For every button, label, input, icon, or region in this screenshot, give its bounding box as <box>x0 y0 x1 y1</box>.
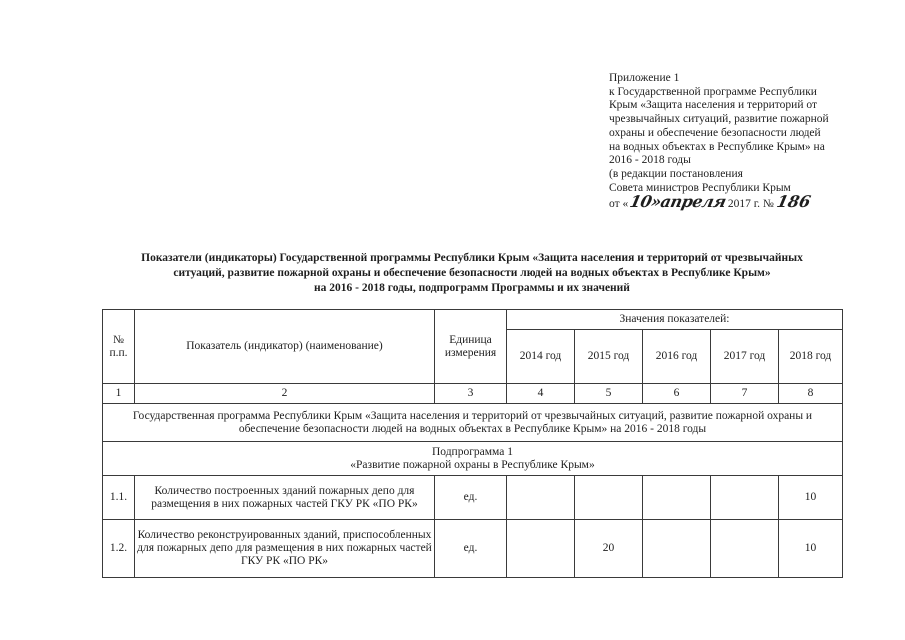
row-value <box>507 520 575 578</box>
row-unit: ед. <box>435 520 507 578</box>
header-year: 2016 год <box>643 330 711 384</box>
subprogram-title-row <box>103 442 843 476</box>
indicators-table <box>102 309 843 578</box>
col-number: 2 <box>135 384 435 404</box>
row-value: 10 <box>779 520 843 578</box>
row-value <box>507 476 575 520</box>
header-year: 2017 год <box>711 330 779 384</box>
row-indicator: Количество реконструированных зданий, приспособленных для пожарных депо для размещения в них пожарных частей ГКУ РК «ПО РК» <box>135 520 435 578</box>
date-prefix: от « <box>609 198 629 211</box>
header-unit: Единица измерения <box>435 310 507 384</box>
program-title: Государственная программа Республики Крым «Защита населения и территорий от чрезвычайных ситуаций, развитие пожарной охраны и обеспечение безопасности людей на водных объектах в Республике Крым» на 2016 - 2018 годы <box>103 404 843 442</box>
row-value <box>643 520 711 578</box>
appendix-header <box>609 72 905 212</box>
row-value <box>711 520 779 578</box>
appendix-line: Крым «Защита населения и территорий от <box>609 99 817 112</box>
document-title <box>100 251 844 296</box>
col-number: 8 <box>779 384 843 404</box>
appendix-line: (в редакции постановления <box>609 167 743 180</box>
header-indicator: Показатель (индикатор) (наименование) <box>135 310 435 384</box>
appendix-line: к Государственной программе Республики <box>609 85 817 98</box>
table-row <box>103 476 843 520</box>
row-value <box>575 476 643 520</box>
header-num: № п.п. <box>103 310 135 384</box>
col-number: 1 <box>103 384 135 404</box>
col-number: 3 <box>435 384 507 404</box>
appendix-date-line <box>609 192 905 212</box>
column-numbers-row <box>103 384 843 404</box>
subprogram-title <box>103 442 843 476</box>
appendix-line: охраны и обеспечение безопасности людей <box>609 126 821 139</box>
handwritten-date: 10»апреля <box>628 192 728 212</box>
row-value <box>643 476 711 520</box>
col-number: 7 <box>711 384 779 404</box>
header-year: 2015 год <box>575 330 643 384</box>
appendix-line: чрезвычайных ситуаций, развитие пожарной <box>609 113 829 126</box>
col-number: 5 <box>575 384 643 404</box>
header-values-group: Значения показателей: <box>507 310 843 330</box>
header-row <box>103 310 843 330</box>
row-value <box>711 476 779 520</box>
row-value: 10 <box>779 476 843 520</box>
appendix-line: Совета министров Республики Крым <box>609 181 791 194</box>
title-line: на 2016 - 2018 годы, подпрограмм Программы и их значений <box>314 282 630 294</box>
row-num: 1.1. <box>103 476 135 520</box>
col-number: 6 <box>643 384 711 404</box>
row-num: 1.2. <box>103 520 135 578</box>
row-value: 20 <box>575 520 643 578</box>
program-title-row <box>103 404 843 442</box>
subprogram-title-line: Подпрограмма 1 <box>431 445 513 458</box>
col-number: 4 <box>507 384 575 404</box>
title-line: Показатели (индикаторы) Государственной программы Республики Крым «Защита населения и территорий от чрезвычайных <box>141 252 803 264</box>
handwritten-number: 186 <box>774 192 813 212</box>
table-row <box>103 520 843 578</box>
subprogram-title-line: «Развитие пожарной охраны в Республике Крым» <box>350 458 595 471</box>
appendix-line: на водных объектах в Республике Крым» на <box>609 140 825 153</box>
row-indicator: Количество построенных зданий пожарных депо для размещения в них пожарных частей ГКУ РК «ПО РК» <box>135 476 435 520</box>
row-unit: ед. <box>435 476 507 520</box>
header-year: 2018 год <box>779 330 843 384</box>
header-year: 2014 год <box>507 330 575 384</box>
appendix-line: 2016 - 2018 годы <box>609 154 691 167</box>
title-line: ситуаций, развитие пожарной охраны и обеспечение безопасности людей на водных объектах в Республике Крым» <box>173 267 771 279</box>
appendix-line: Приложение 1 <box>609 72 680 84</box>
date-suffix: 2017 г. № <box>727 198 774 211</box>
